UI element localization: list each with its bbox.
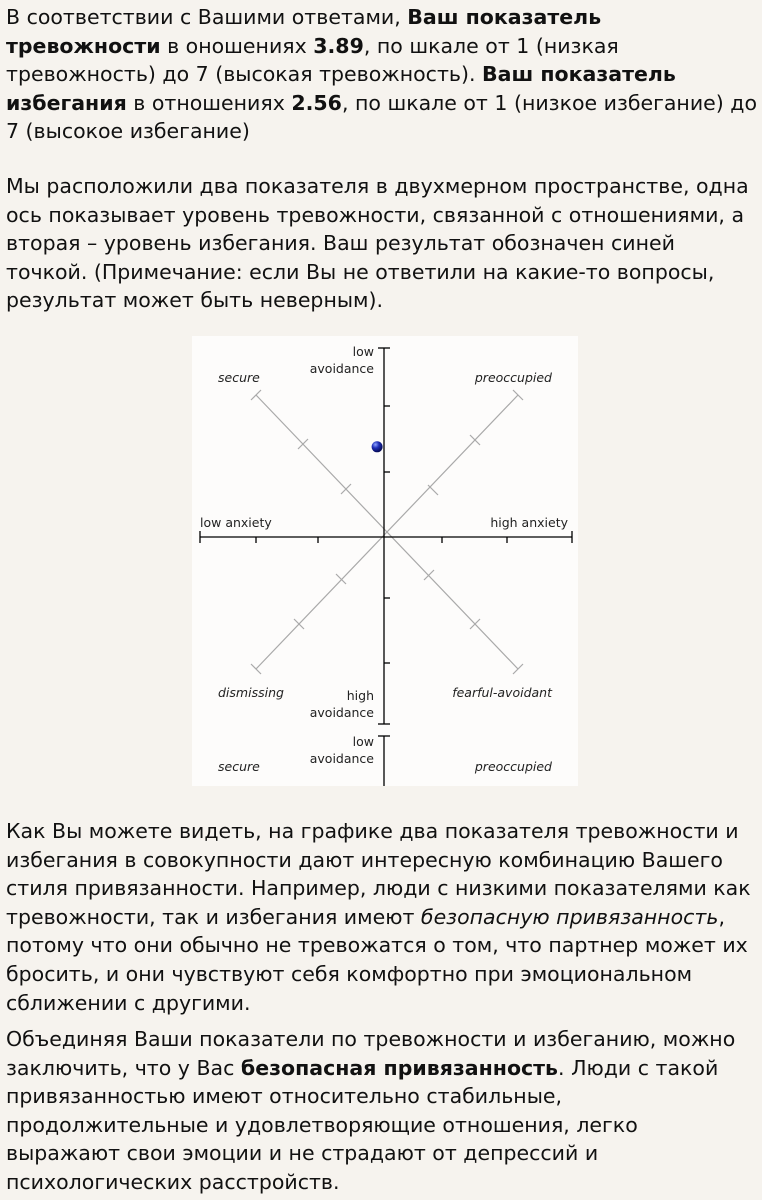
scores-text: В соответствии с Вашими ответами, xyxy=(6,5,408,29)
low-avoidance-label: avoidance xyxy=(309,361,374,376)
attachment-chart-svg xyxy=(192,336,578,786)
scores-text: , по шкале от 1 (низкое избегание) до 7 (высокое избегание) xyxy=(6,90,757,144)
interpretation-text: Как Вы можете видеть, на графике два показателя тревожности и избегания в совокупности дают интересную комбинацию Вашего стиля привязанности. Например, люди с низкими показателями как тревожности, так и избегания имеют xyxy=(6,819,751,929)
high-avoidance-label: avoidance xyxy=(309,705,374,720)
diag-tick xyxy=(336,574,346,584)
interpretation-paragraph xyxy=(6,817,758,1017)
low-avoidance-label-repeat: low xyxy=(352,734,374,749)
chart-explanation-paragraph: Мы расположили два показателя в двухмерном пространстве, одна ось показывает уровень тревожности, связанной с отношениями, а вторая – уровень избегания. Ваш результат обозначен синей точкой. (Примечание: если Вы не ответили на какие-то вопросы, результат может быть неверным). xyxy=(6,174,749,313)
quadrant-dismissing-label: dismissing xyxy=(218,685,284,700)
low-avoidance-label-repeat: avoidance xyxy=(309,751,374,766)
low-avoidance-label: low xyxy=(352,344,374,359)
scores-text: , по шкале от 1 (низкая тревожность) до 7 (высокая тревожность). xyxy=(6,33,619,87)
scores-text: в отношениях xyxy=(126,90,292,115)
conclusion-paragraph xyxy=(6,1025,758,1197)
quadrant-preoccupied-label: preoccupied xyxy=(474,370,552,385)
low-anxiety-label: low anxiety xyxy=(200,515,272,530)
quadrant-secure-label-repeat: secure xyxy=(218,759,260,774)
conclusion-text: . Люди с такой привязанностью имеют относительно стабильные, продолжительные и удовлетворяющие отношения, легко выражают свои эмоции и не страдают от депрессий и психологических расстройств. xyxy=(6,1055,719,1194)
quadrant-fearful-avoidant-label: fearful-avoidant xyxy=(452,685,552,700)
user-score-point xyxy=(372,441,383,452)
attachment-style-result: безопасная привязанность xyxy=(240,1055,559,1080)
conclusion-text: Объединяя Ваши показатели по тревожности и избеганию, можно заключить, что у Вас xyxy=(6,1027,736,1080)
anxiety-score: 3.89 xyxy=(313,33,364,58)
high-anxiety-label: high anxiety xyxy=(490,515,568,530)
scores-text: в оношениях xyxy=(160,33,314,58)
avoidance-label: Ваш показатель избегания xyxy=(6,62,676,115)
attachment-chart xyxy=(192,336,578,786)
scores-paragraph xyxy=(6,3,758,146)
avoidance-score: 2.56 xyxy=(291,90,342,115)
quadrant-secure-label: secure xyxy=(218,370,260,385)
high-avoidance-label: high xyxy=(346,688,374,703)
diag-tick xyxy=(428,485,438,495)
secure-attachment-term: безопасную привязанность xyxy=(420,904,719,929)
interpretation-text: , потому что они обычно не тревожатся о том, что партнер может их бросить, и они чувствуют себя комфортно при эмоциональном сближении с другими. xyxy=(6,904,748,1015)
quadrant-preoccupied-label-repeat: preoccupied xyxy=(474,759,552,774)
anxiety-label: Ваш показатель тревожности xyxy=(6,5,602,58)
